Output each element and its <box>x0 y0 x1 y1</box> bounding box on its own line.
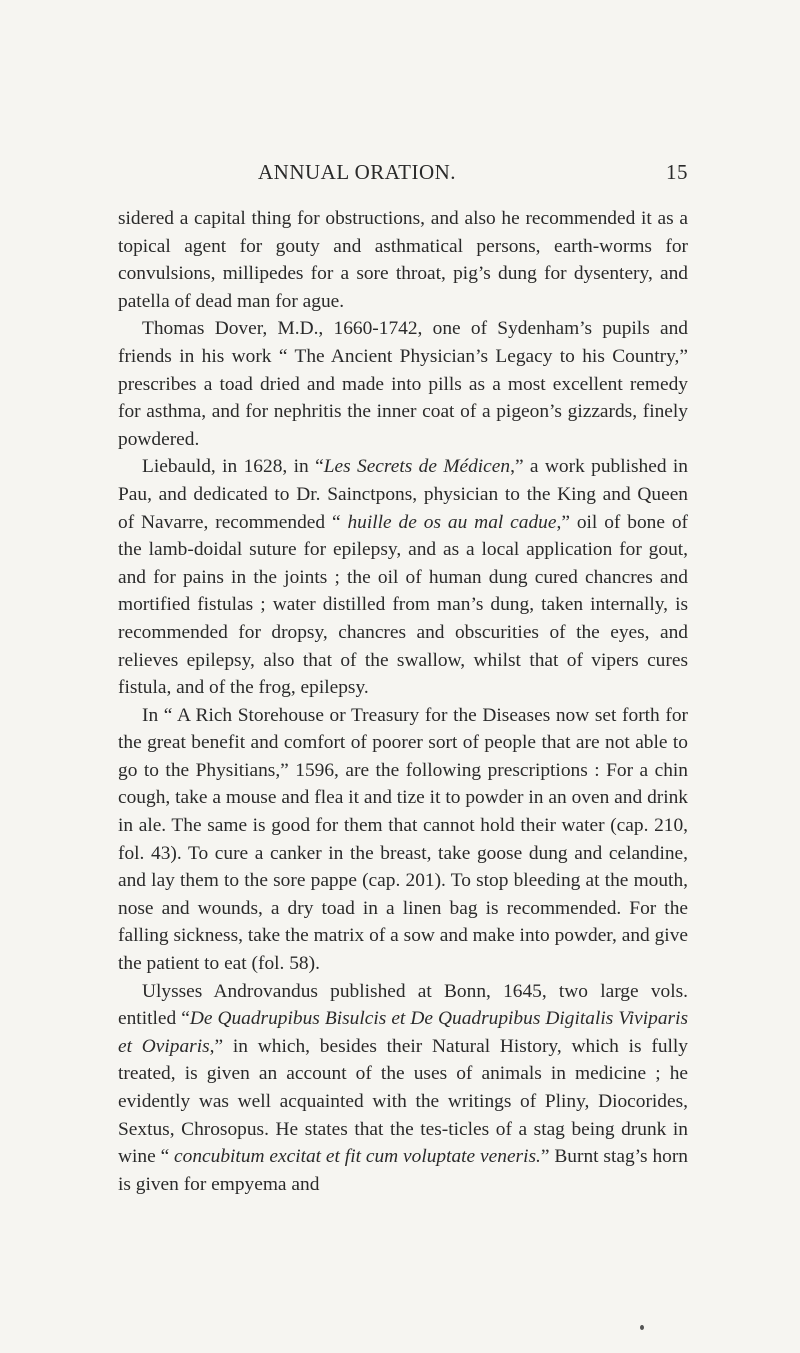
text-run: ,” oil of bone of the lamb-doidal suture for epilepsy, and as a local application for gout, and for pains in the joints ; the oil of human dung cured chancres and mortified fistulas ; water distilled from man’s dung, taken internally, is recommended for dropsy, chancres and obscurities of the eyes, and relieves epilepsy, also that of the swallow, whilst that of vipers cures fistula, and of the frog, epilepsy. <box>118 511 689 699</box>
running-head <box>118 160 688 190</box>
italic-text: huille de os au mal cadue <box>347 511 557 533</box>
text-run: In “ A Rich Storehouse or Treasury for the Diseases now set forth for the great benefit and comfort of poorer sort of people that are not able to go to the Physitians,” 1596, are the following prescriptions : For a chin cough, take a mouse and flea it and tize it to powder in an oven and drink in ale. The same is good for them that cannot hold their water (cap. 210, fol. 43). To cure a canker in the breast, take goose dung and celandine, and lay them to the sore pappe (cap. 201). To stop bleeding at the mouth, nose and wounds, a dry toad in a linen bag is recommended. For the falling sickness, take the matrix of a sow and make into powder, and give the patient to eat (fol. 58). <box>118 704 688 975</box>
italic-text: De Quadrupibus Bisulcis et De Quadrupibus Digitalis Viviparis et Oviparis <box>118 1008 689 1057</box>
paragraph <box>118 205 688 315</box>
paragraph <box>118 978 688 1199</box>
paragraph <box>118 702 688 978</box>
ink-speck <box>640 1325 644 1330</box>
body-text <box>118 205 688 1198</box>
text-run: Liebauld, in 1628, in “ <box>142 456 324 478</box>
text-run: ,” in which, besides their Natural History, which is fully treated, is given an account of the uses of animals in medicine ; he evidently was well acquainted with the writings of Pliny, Diocorides, Sextus, Chrosopus. He states that the tes-ticles of a stag being drunk in wine “ <box>118 1035 688 1168</box>
text-run: sidered a capital thing for obstructions, and also he recommended it as a topical agent for gouty and asthmatical persons, earth-worms for convulsions, millipedes for a sore throat, pig’s dung for dysentery, and patella of dead man for ague. <box>118 208 688 312</box>
text-run: Thomas Dover, M.D., 1660-1742, one of Sydenham’s pupils and friends in his work “ The Ancient Physician’s Legacy to his Country,” prescribes a toad dried and made into pills as a most excellent remedy for asthma, and for nephritis the inner coat of a pigeon’s gizzards, finely powdered. <box>118 318 688 450</box>
text-run: ,” a work published in Pau, and dedicated to Dr. Sainctpons, physician to the King and Queen of Navarre, recommended “ <box>118 456 689 533</box>
italic-text: concubitum excitat et fit cum voluptate veneris. <box>174 1146 541 1168</box>
paragraph <box>118 453 688 701</box>
italic-text: Les Secrets de Médicen <box>323 456 511 478</box>
text-run: ” Burnt stag’s horn is given for empyema and <box>118 1146 688 1195</box>
paragraph <box>118 315 688 453</box>
text-run: Ulysses Androvandus published at Bonn, 1645, two large vols. entitled “ <box>118 980 688 1030</box>
running-title: ANNUAL ORATION. <box>258 160 457 184</box>
page-number: 15 <box>666 160 688 184</box>
